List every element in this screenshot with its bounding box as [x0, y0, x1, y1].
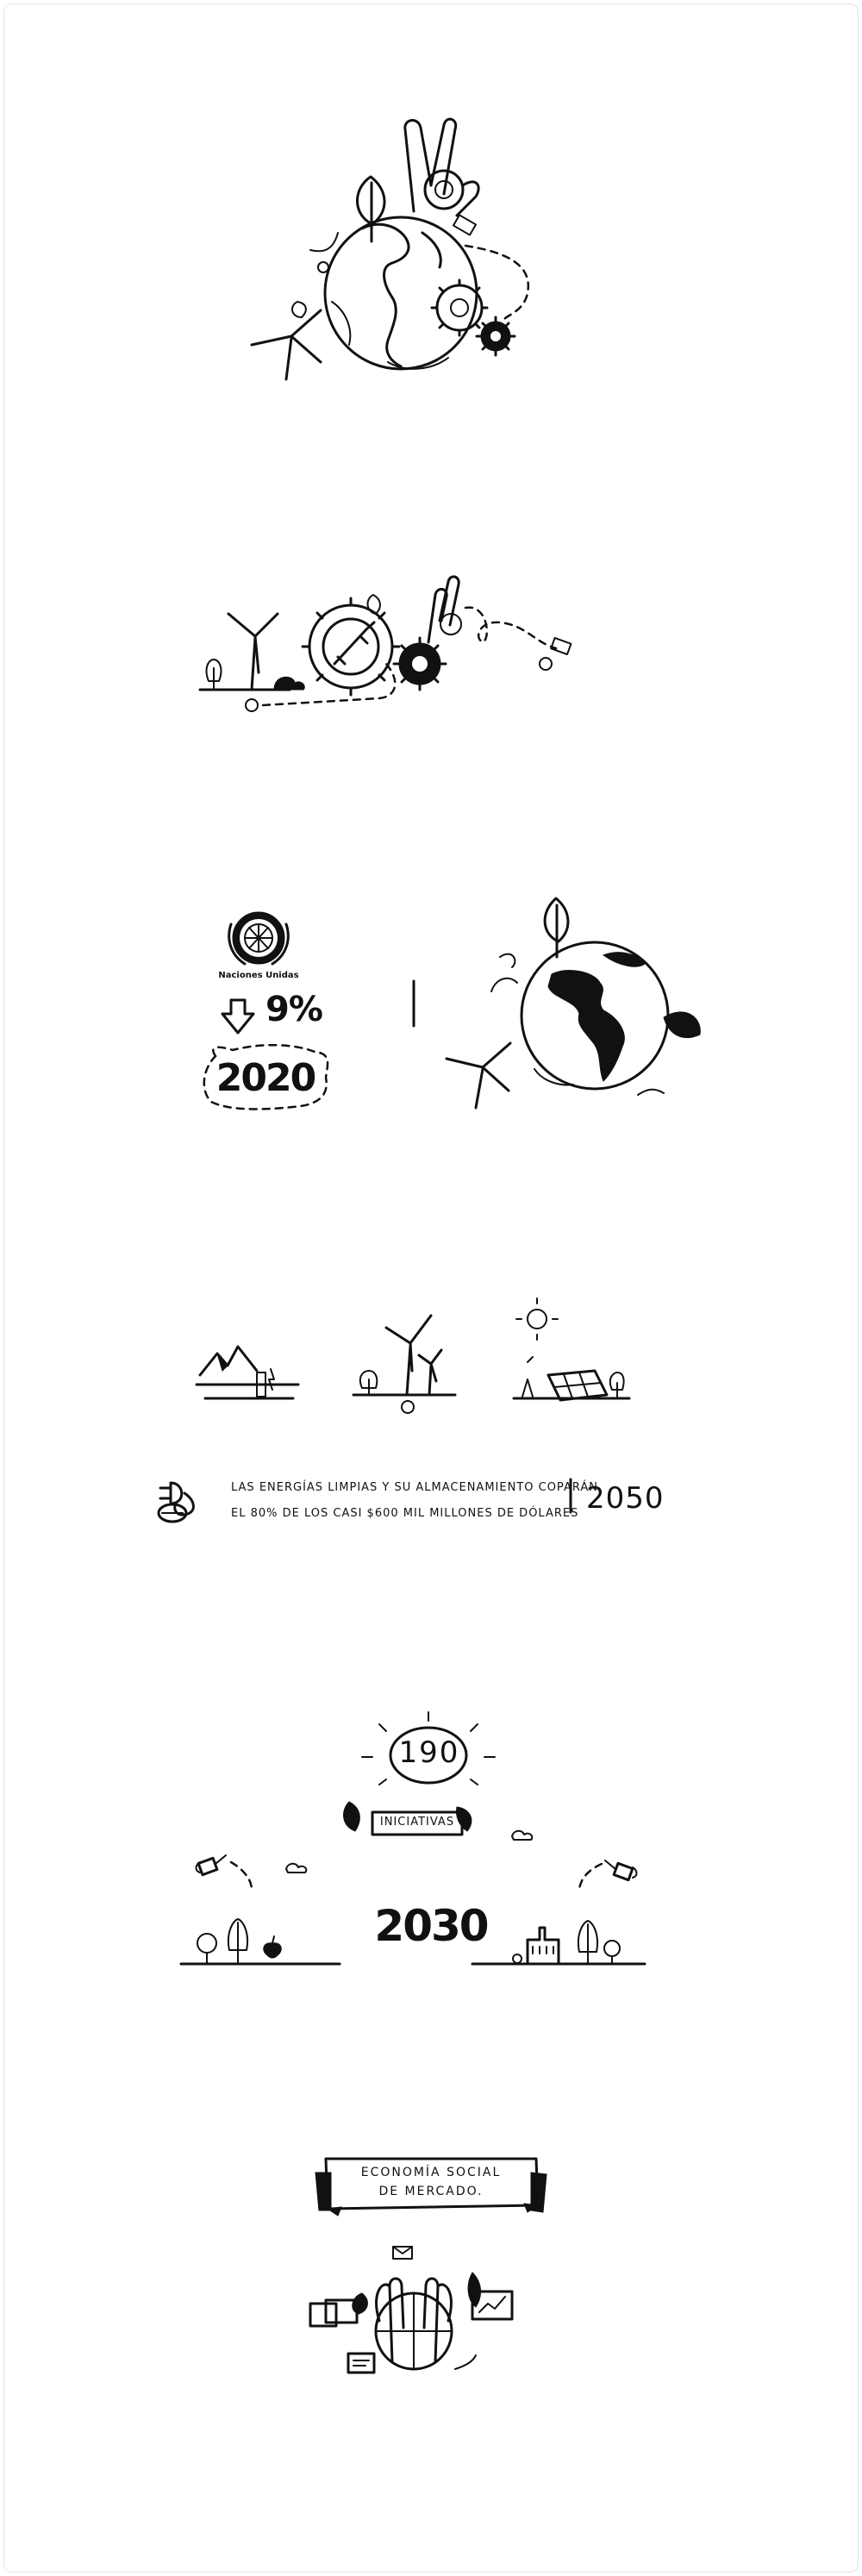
banner-line-2: DE MERCADO.: [378, 2185, 484, 2198]
initiatives-count: 190: [398, 1735, 460, 1770]
year-2020: 2020: [216, 1056, 315, 1100]
leaf-icon: [353, 2293, 368, 2314]
envelope-icon: [393, 2247, 412, 2259]
percentage-value: 9%: [265, 990, 322, 1029]
un-org-name: Naciones Unidas: [218, 971, 299, 980]
energy-line-2: EL 80% DE LOS CASI $600 MIL MILLONES DE DÓLARES: [231, 1507, 579, 1520]
leaf-icon: [468, 2273, 481, 2307]
year-2030: 2030: [374, 1901, 488, 1951]
banner-line-1: ECONOMÍA SOCIAL: [360, 2166, 502, 2179]
energy-line-1: LAS ENERGÍAS LIMPIAS Y SU ALMACENAMIENTO COPARÁN: [231, 1481, 598, 1494]
economy-banner-text: [328, 2163, 534, 2201]
hands-globe-icon: [376, 2279, 452, 2369]
year-2050: 2050: [586, 1481, 665, 1516]
initiatives-label: INICIATIVAS: [379, 1816, 455, 1829]
